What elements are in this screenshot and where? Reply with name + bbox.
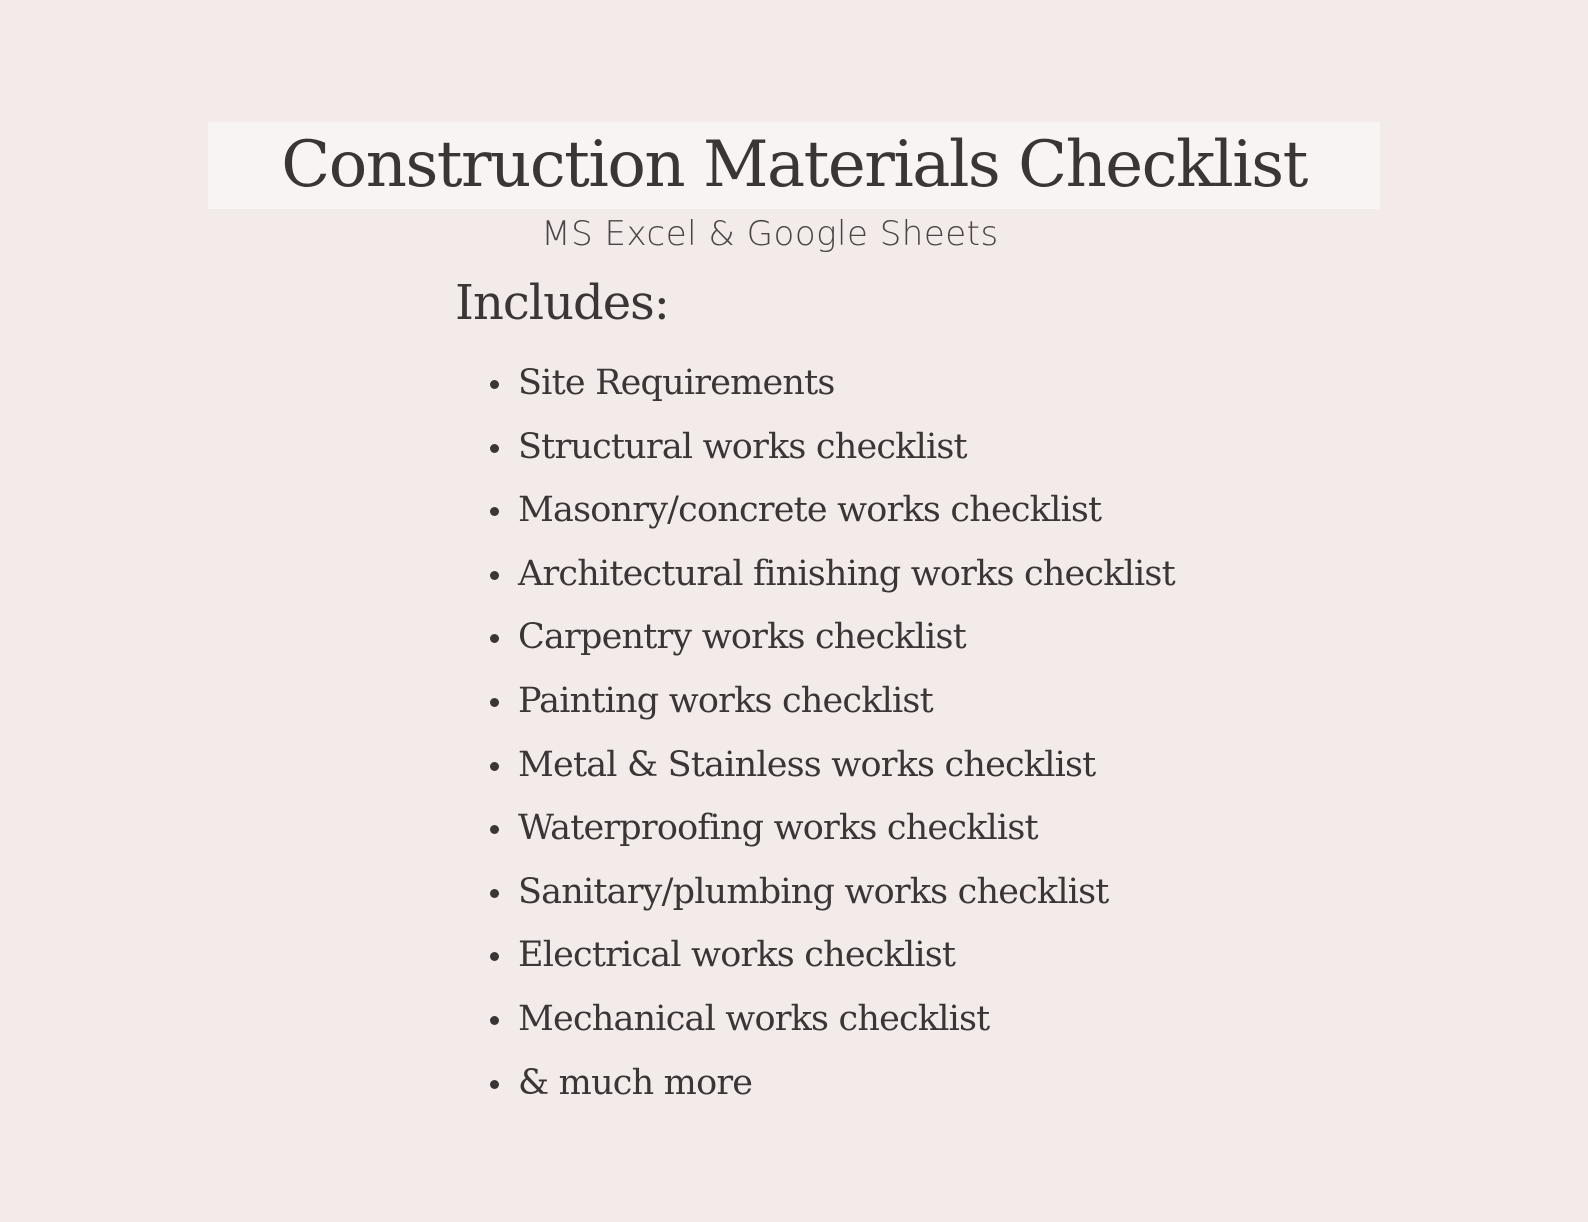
list-item-label: Electrical works checklist xyxy=(518,935,956,976)
bullet-icon xyxy=(490,698,499,707)
bullet-icon xyxy=(490,507,499,516)
bullet-icon xyxy=(490,952,499,961)
list-item-label: Carpentry works checklist xyxy=(518,617,966,658)
bullet-icon xyxy=(490,825,499,834)
bullet-icon xyxy=(490,889,499,898)
list-item-label: Sanitary/plumbing works checklist xyxy=(518,871,1109,912)
list-item-label: Masonry/concrete works checklist xyxy=(518,490,1102,531)
bullet-icon xyxy=(490,762,499,771)
list-item-label: Painting works checklist xyxy=(518,680,933,721)
list-item-label: Mechanical works checklist xyxy=(518,998,990,1039)
bullet-icon xyxy=(490,571,499,580)
list-item-label: Metal & Stainless works checklist xyxy=(518,744,1096,785)
page-subtitle: MS Excel & Google Sheets xyxy=(541,214,999,254)
bullet-icon xyxy=(490,634,499,643)
list-item-label: Site Requirements xyxy=(518,363,835,403)
bullet-icon xyxy=(490,380,499,389)
list-item-label: & much more xyxy=(518,1062,753,1103)
list-item-label: Structural works checklist xyxy=(518,426,967,467)
includes-heading: Includes: xyxy=(455,275,669,331)
list-item-label: Waterproofing works checklist xyxy=(518,808,1038,849)
bullet-icon xyxy=(490,1080,499,1089)
page-title: Construction Materials Checklist xyxy=(281,128,1307,202)
list-item-label: Architectural finishing works checklist xyxy=(518,553,1175,594)
bullet-icon xyxy=(490,1016,499,1025)
bullet-icon xyxy=(490,444,499,453)
